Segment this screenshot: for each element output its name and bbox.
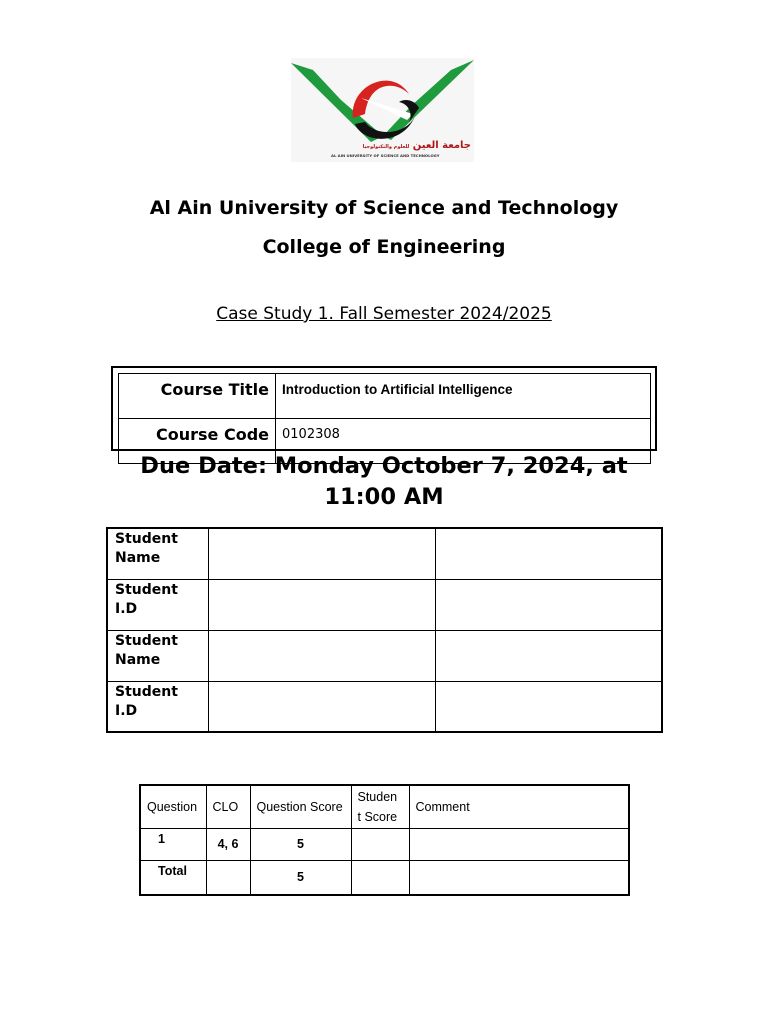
comment-header: Comment (409, 785, 629, 828)
table-row (107, 681, 662, 732)
logo-arabic-sub: للعلوم والتكنولوجيا (362, 144, 410, 150)
student-3-id-cell[interactable] (208, 681, 435, 732)
score-header-row (140, 785, 629, 828)
course-title-row (119, 374, 651, 419)
university-logo (291, 58, 474, 162)
logo-arabic-text: جامعة العين (412, 140, 471, 151)
college-name: College of Engineering (262, 236, 506, 258)
total-comment-cell[interactable] (409, 860, 629, 895)
student-id-label: Student I.D (107, 579, 208, 630)
table-row (140, 860, 629, 895)
table-row (107, 630, 662, 681)
question-score-value: 5 (250, 828, 351, 860)
table-row (140, 828, 629, 860)
student-score-header: Studen t Score (351, 785, 409, 828)
total-label: Total (140, 860, 206, 895)
student-score-cell[interactable] (351, 828, 409, 860)
case-study-title: Case Study 1. Fall Semester 2024/2025 (216, 304, 552, 324)
table-row (107, 579, 662, 630)
course-code-label: Course Code (119, 419, 276, 464)
score-table (139, 784, 630, 896)
student-id-label: Student I.D (107, 681, 208, 732)
course-info-box (111, 366, 657, 451)
course-title-label: Course Title (119, 374, 276, 419)
due-date-line1: Due Date: Monday October 7, 2024, at (140, 453, 628, 479)
student-2-id-cell[interactable] (435, 579, 662, 630)
clo-value: 4, 6 (206, 828, 250, 860)
student-4-name-cell[interactable] (435, 630, 662, 681)
table-row (107, 528, 662, 579)
due-date (0, 451, 768, 513)
student-3-name-cell[interactable] (208, 630, 435, 681)
student-info-table (106, 527, 663, 733)
total-score-value: 5 (250, 860, 351, 895)
logo-english-text: AL AIN UNIVERSITY OF SCIENCE AND TECHNOLOGY (331, 153, 440, 158)
student-name-label: Student Name (107, 528, 208, 579)
due-date-line2: 11:00 AM (324, 484, 444, 510)
student-4-id-cell[interactable] (435, 681, 662, 732)
question-number: 1 (140, 828, 206, 860)
total-clo-cell (206, 860, 250, 895)
question-header: Question (140, 785, 206, 828)
student-1-name-cell[interactable] (208, 528, 435, 579)
university-name: Al Ain University of Science and Technology (149, 197, 619, 219)
comment-cell[interactable] (409, 828, 629, 860)
student-name-label: Student Name (107, 630, 208, 681)
student-2-name-cell[interactable] (435, 528, 662, 579)
clo-header: CLO (206, 785, 250, 828)
student-1-id-cell[interactable] (208, 579, 435, 630)
question-score-header: Question Score (250, 785, 351, 828)
total-student-score-cell[interactable] (351, 860, 409, 895)
course-title-value: Introduction to Artificial Intelligence (276, 374, 651, 419)
course-code-value: 0102308 (276, 419, 651, 464)
